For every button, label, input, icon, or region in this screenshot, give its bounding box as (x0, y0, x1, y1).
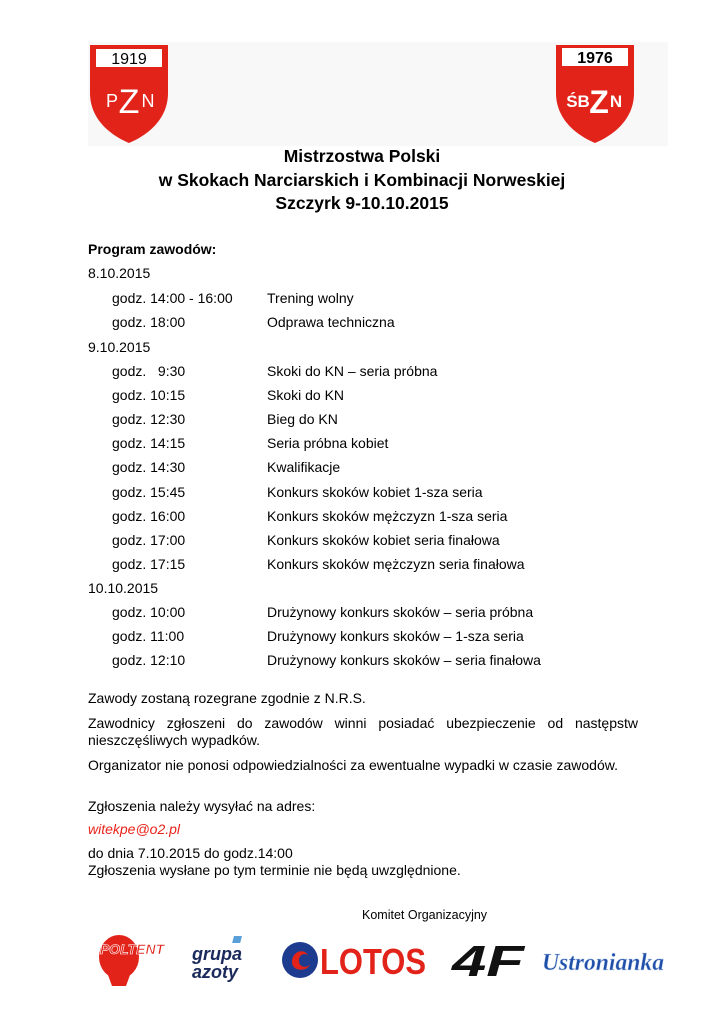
entries-intro: Zgłoszenia należy wysyłać na adres: (88, 798, 316, 814)
event-name: Konkurs skoków kobiet seria finałowa (267, 532, 500, 548)
svg-text:POLTENT: POLTENT (99, 941, 165, 957)
sbzn-logo (554, 43, 636, 145)
event-time: godz. 14:30 (112, 459, 186, 475)
event-time: godz. 18:00 (112, 314, 186, 330)
svg-text:Ustronianka: Ustronianka (542, 950, 664, 976)
event-name: Drużynowy konkurs skoków – seria finałowa (267, 652, 541, 668)
event-name: Odprawa techniczna (267, 314, 395, 330)
event-time: godz. 11:00 (112, 628, 185, 644)
deadline-note: do dnia 7.10.2015 do godz.14:00 (88, 845, 293, 861)
insurance-note: Zawodnicy zgłoszeni do zawodów winni posiadać ubezpieczenie od następstw nieszczęśliwych wypadków. (88, 715, 638, 748)
poltent-logo (92, 930, 172, 990)
event-name: Trening wolny (267, 290, 354, 306)
title-line-2: w Skokach Narciarskich i Kombinacji Norweskiej (158, 170, 566, 190)
event-time: godz. 12:10 (112, 652, 186, 668)
svg-text:N: N (609, 92, 623, 111)
sbzn-year: 1976 (577, 50, 613, 67)
committee-signature: Komitet Organizacyjny (362, 908, 488, 922)
event-time: godz. 17:00 (112, 532, 186, 548)
event-name: Kwalifikacje (267, 459, 341, 475)
svg-text:4F: 4F (450, 937, 526, 986)
event-time: godz. 14:15 (112, 435, 186, 451)
title-line-1: Mistrzostwa Polski (283, 146, 441, 166)
event-time: godz. 17:15 (112, 556, 186, 572)
event-name: Konkurs skoków kobiet 1-sza seria (267, 484, 483, 500)
event-time: godz. 15:45 (112, 484, 186, 500)
event-time: godz. 12:30 (112, 411, 186, 427)
svg-text:grupa: grupa (192, 944, 243, 964)
svg-text:ŚB: ŚB (566, 92, 590, 111)
event-name: Konkurs skoków mężczyzn seria finałowa (267, 556, 525, 572)
pzn-logo (88, 43, 170, 145)
event-time: godz. 14:00 - 16:00 (112, 290, 233, 306)
event-time: godz. 9:30 (112, 363, 186, 379)
svg-text:P: P (105, 91, 119, 111)
svg-text:LOTOS: LOTOS (320, 941, 426, 982)
event-name: Skoki do KN – seria próbna (267, 363, 438, 379)
late-entries-note: Zgłoszenia wysłane po tym terminie nie będą uwzględnione. (88, 862, 461, 878)
title-line-3: Szczyrk 9-10.10.2015 (275, 193, 449, 213)
event-time: godz. 16:00 (112, 508, 186, 524)
event-name: Skoki do KN (267, 387, 345, 403)
svg-text:Z: Z (589, 84, 609, 120)
svg-text:azoty: azoty (192, 962, 239, 982)
event-name: Bieg do KN (267, 411, 338, 427)
rules-note: Zawody zostaną rozegrane zgodnie z N.R.S. (88, 690, 366, 706)
lotos-logo (280, 938, 430, 982)
event-time: godz. 10:00 (112, 604, 186, 620)
contact-email[interactable]: witekpe@o2.pl (88, 821, 181, 837)
event-time: godz. 10:15 (112, 387, 186, 403)
program-heading: Program zawodów: (88, 241, 217, 257)
day-date: 10.10.2015 (88, 580, 159, 596)
ustronianka-logo (540, 942, 666, 980)
event-name: Drużynowy konkurs skoków – seria próbna (267, 604, 534, 620)
grupa-azoty-logo (190, 936, 262, 986)
liability-note: Organizator nie ponosi odpowiedzialności za ewentualne wypadki w czasie zawodów. (88, 757, 618, 773)
event-name: Drużynowy konkurs skoków – 1-sza seria (267, 628, 524, 644)
4f-logo (450, 937, 528, 986)
day-date: 9.10.2015 (88, 339, 151, 355)
event-name: Seria próbna kobiet (267, 435, 389, 451)
pzn-year: 1919 (111, 51, 147, 68)
svg-text:Z: Z (118, 83, 140, 121)
svg-text:N: N (141, 91, 155, 111)
event-name: Konkurs skoków mężczyzn 1-sza seria (267, 508, 508, 524)
day-date: 8.10.2015 (88, 265, 151, 281)
